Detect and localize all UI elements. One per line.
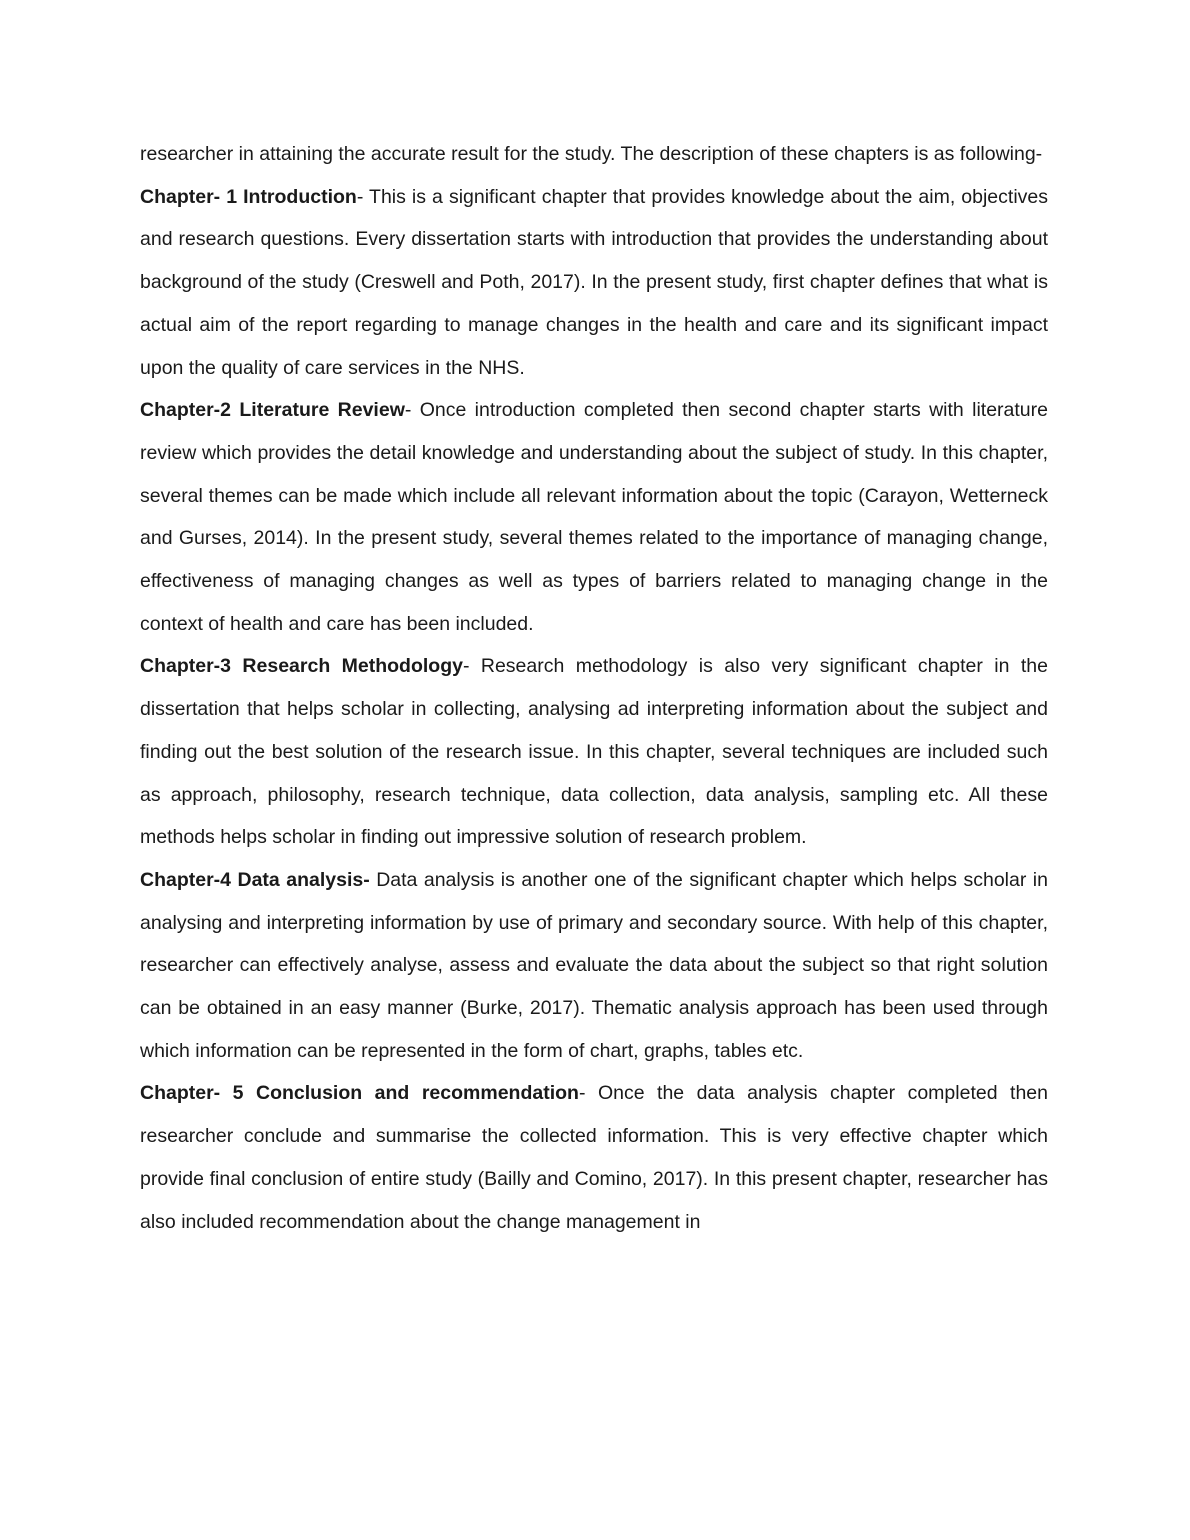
chapter-4-heading: Chapter-4 Data analysis- [140,868,370,891]
chapter-4-text: Data analysis is another one of the significant chapter which helps scholar in analysing and interpreting information by use of primary and secondary source. With help of this chapter, researcher can effectively analyse, assess and evaluate the data about the subject so that right solution can be obtained in an easy manner (Burke, 2017). Thematic analysis approach has been used through which information can be represented in the form of chart, graphs, tables etc. [140,868,1048,1062]
chapter-2-heading: Chapter-2 Literature Review [140,399,405,422]
chapter-5-heading: Chapter- 5 Conclusion and recommendation [140,1082,579,1105]
paragraph-chapter-3 [140,645,1048,859]
paragraph-chapter-5 [140,1072,1048,1243]
paragraph-chapter-4 [140,859,1048,1073]
chapter-5-text: - Once the data analysis chapter completed then researcher conclude and summarise the collected information. This is very effective chapter which provide final conclusion of entire study (Bailly and Comino, 2017). In this present chapter, researcher has also included recommendation about the change management in [140,1082,1048,1233]
paragraph-text: researcher in attaining the accurate result for the study. The description of these chapters is as following- [140,143,1043,165]
paragraph-chapter-2 [140,389,1048,645]
chapter-3-text: - Research methodology is also very significant chapter in the dissertation that helps scholar in collecting, analysing ad interpreting information about the subject and finding out the best solution of the research issue. In this chapter, several techniques are included such as approach, philosophy, research technique, data collection, data analysis, sampling etc. All these methods helps scholar in finding out impressive solution of research problem. [140,655,1048,849]
chapter-1-heading: Chapter- 1 Introduction [140,185,357,208]
chapter-2-text: - Once introduction completed then second chapter starts with literature review which provides the detail knowledge and understanding about the subject of study. In this chapter, several themes can be made which include all relevant information about the topic (Carayon, Wetterneck and Gurses, 2014). In the present study, several themes related to the importance of managing change, effectiveness of managing changes as well as types of barriers related to managing change in the context of health and care has been included. [140,399,1048,635]
chapter-1-text: - This is a significant chapter that provides knowledge about the aim, objectives and research questions. Every dissertation starts with introduction that provides the understanding about background of the study (Creswell and Poth, 2017). In the present study, first chapter defines that what is actual aim of the report regarding to manage changes in the health and care and its significant impact upon the quality of care services in the NHS. [140,185,1048,379]
paragraph-intro [140,133,1048,176]
document-page [140,133,1048,1243]
paragraph-chapter-1 [140,176,1048,390]
chapter-3-heading: Chapter-3 Research Methodology [140,655,463,678]
